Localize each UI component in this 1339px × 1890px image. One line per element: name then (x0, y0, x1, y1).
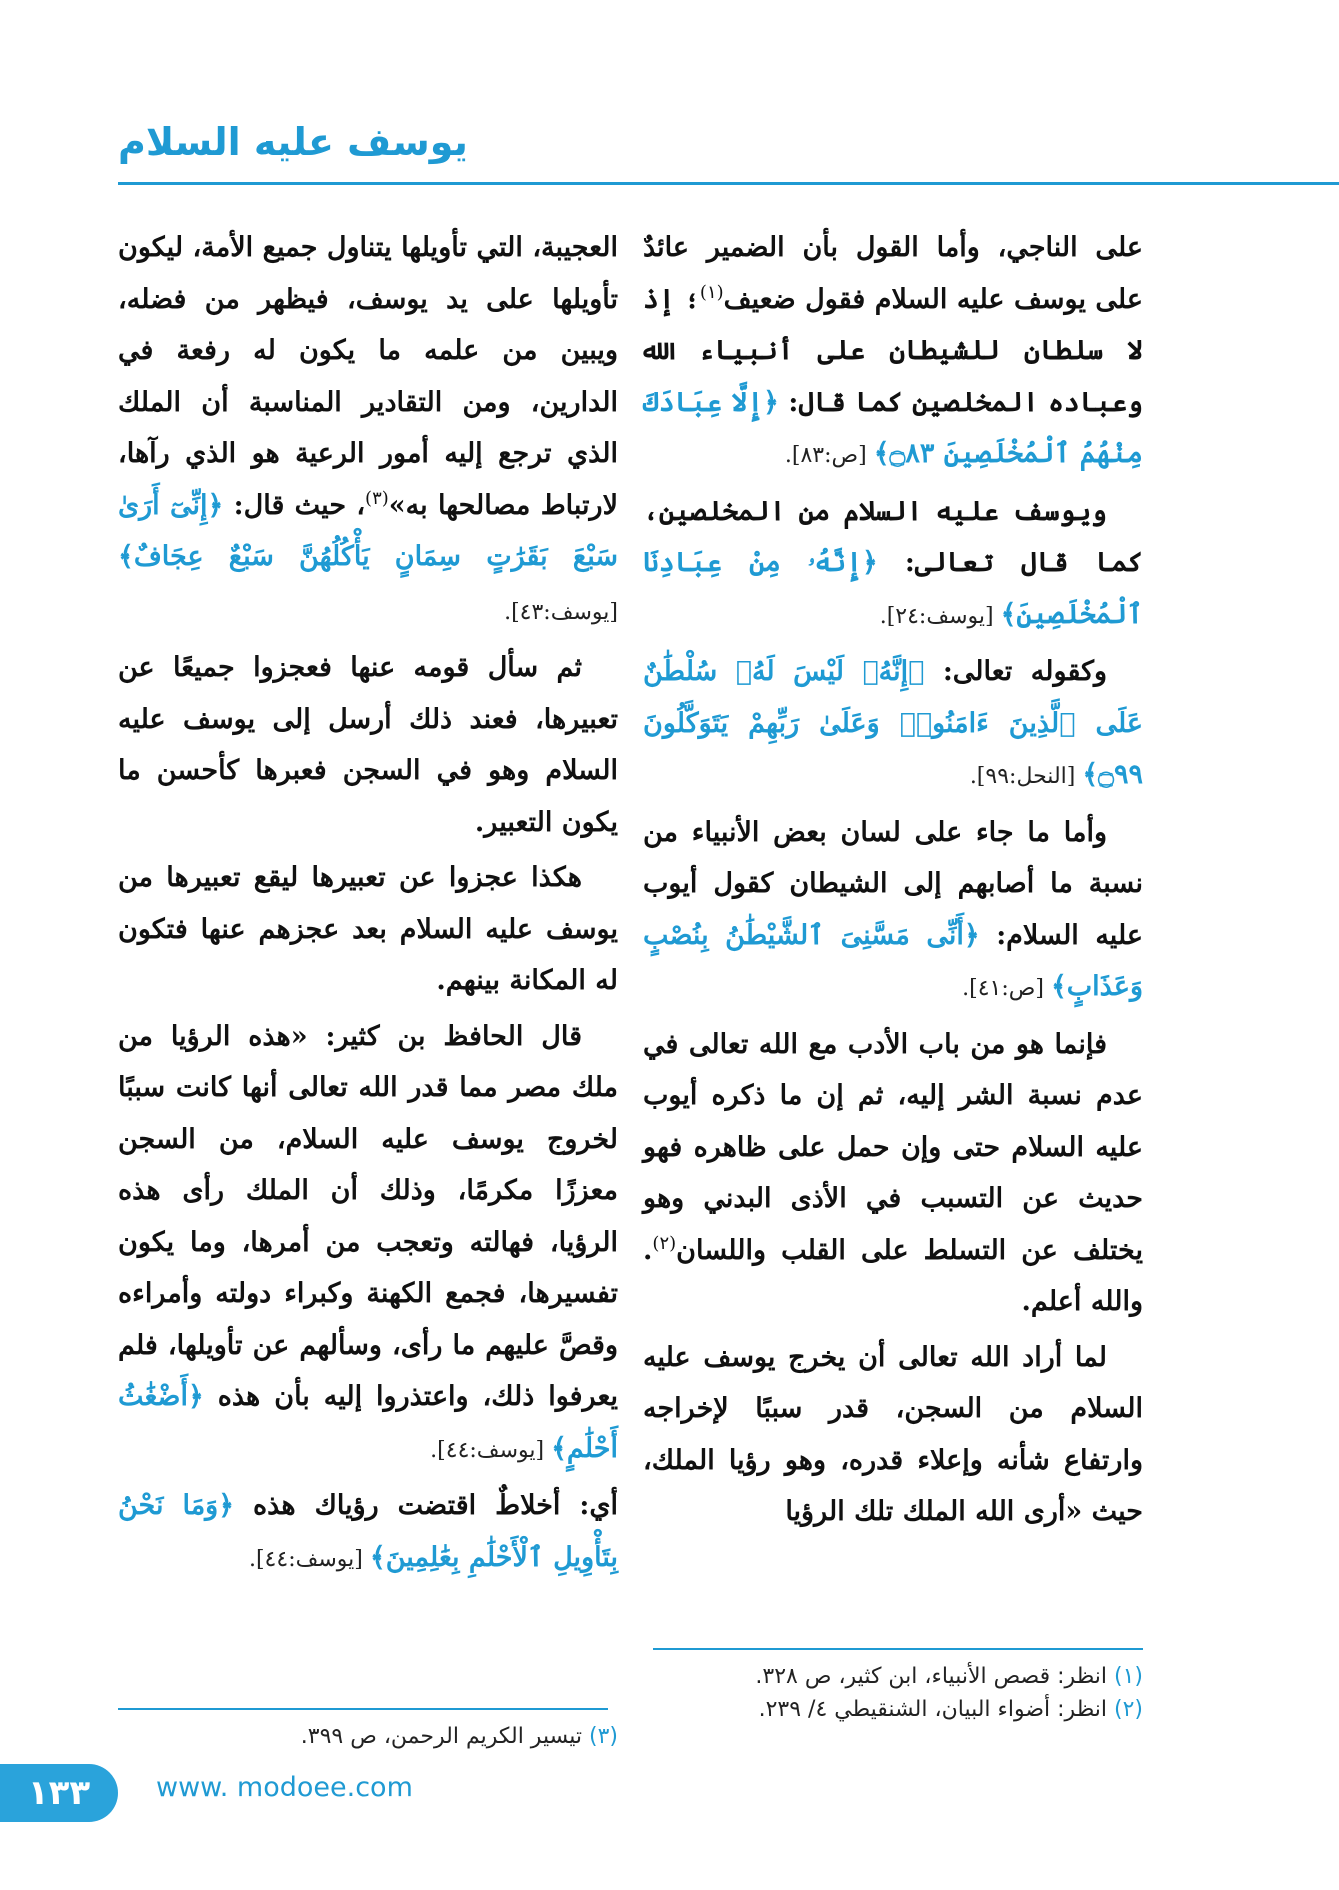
quran-verse: ﴿إِنَّهُۥ مِنْ عِبَادِنَا ٱلْمُخْلَصِينَ﴾ (643, 547, 1143, 630)
page-header-title: يوسف عليه السلام (118, 120, 468, 164)
paragraph: على الناجي، وأما القول بأن الضمير عائدٌ على يوسف عليه السلام فقول ضعيف$^{(١)}$؛ إذ لا سلطان للشيطان على أنبياء الله وعباده المخلصين كما قال: ﴿إِلَّا عِبَادَكَ مِنْهُمُ ٱلْمُخْلَصِينَ ۝٨٣﴾ [ص:٨٣]. (643, 232, 1143, 469)
footnotes-right (643, 1660, 1143, 1726)
footnotes-left (118, 1720, 618, 1753)
paragraph: قال الحافظ بن كثير: «هذه الرؤيا من ملك مصر مما قدر الله تعالى أنها كانت سببًا لخروج يوسف عليه السلام، من السجن معززًا مكرمًا، وذلك أن الملك رأى هذه الرؤيا، فهالته وتعجب من أمرها، وما يكون تفسيرها، فجمع الكهنة وكبراء دولته وأمراءه وقصَّ عليهم ما رأى، وسألهم عن تأويلها، فلم يعرفوا ذلك، واعتذروا إليه بأن هذه ﴿أَضْغَٰثُ أَحْلَٰمٍ﴾ [يوسف:٤٤]. (118, 1020, 618, 1464)
verse-reference: [يوسف:٤٣]. (504, 599, 618, 625)
quran-verse: ﴿أَنِّى مَسَّنِىَ ٱلشَّيْطَٰنُ بِنُصْبٍ وَعَذَابٍ﴾ (643, 919, 1143, 1002)
page-number: ١٣٣ (0, 1764, 118, 1822)
website-link[interactable]: www. modoee.com (156, 1772, 413, 1803)
quran-verse: ﴿إِنِّىٓ أَرَىٰ سَبْعَ بَقَرَٰتٍ سِمَانٍ يَأْكُلُهُنَّ سَبْعٌ عِجَافٌ﴾ (118, 489, 618, 572)
paragraph: فإنما هو من باب الأدب مع الله تعالى في عدم نسبة الشر إليه، ثم إن ما ذكره أيوب عليه السلام حتى وإن حمل على ظاهره فهو حديث عن التسبب في الأذى البدني وهو يختلف عن التسلط على القلب واللسان$^{(٢)}$. والله أعلم. (643, 1028, 1143, 1317)
paragraph: لما أراد الله تعالى أن يخرج يوسف عليه السلام من السجن، قدر سببًا لإخراجه وارتفاع شأنه وإعلاء قدره، وهو رؤيا الملك، حيث «أرى الله الملك تلك الرؤيا (643, 1341, 1143, 1527)
quran-verse: ﴿إِلَّا عِبَادَكَ مِنْهُمُ ٱلْمُخْلَصِينَ ۝٨٣﴾ (643, 386, 1143, 469)
verse-reference: [يوسف:٤٤]. (248, 1546, 370, 1572)
verse-reference: [ص:٨٣]. (784, 443, 874, 468)
verse-reference: [ص:٤١]. (962, 976, 1051, 1001)
paragraph: ثم سأل قومه عنها فعجزوا جميعًا عن تعبيرها، فعند ذلك أرسل إلى يوسف عليه السلام وهو في السجن فعبرها كأحسن ما يكون التعبير. (118, 652, 618, 838)
header-divider (118, 182, 1339, 185)
verse-reference: [يوسف:٢٤]. (879, 603, 1001, 629)
footnote: (٢) انظر: أضواء البيان، الشنقيطي ٤/ ٢٣٩. (758, 1697, 1143, 1722)
paragraph: أي: أخلاطٌ اقتضت رؤياك هذه ﴿وَمَا نَحْنُ بِتَأْوِيلِ ٱلْأَحْلَٰمِ بِعَٰلِمِينَ﴾ [يوسف:٤٤]. (118, 1490, 618, 1573)
quran-verse: ﴿وَمَا نَحْنُ بِتَأْوِيلِ ٱلْأَحْلَٰمِ بِعَٰلِمِينَ﴾ (118, 1490, 618, 1573)
footnote-divider (118, 1708, 608, 1710)
footnote-marker[interactable]: (٢) (652, 1232, 677, 1254)
verse-reference: [يوسف:٤٤]. (430, 1437, 552, 1463)
quran-verse: ﴿إِنَّهُۥ لَيْسَ لَهُۥ سُلْطَٰنٌ عَلَى ٱلَّذِينَ ءَامَنُوا۟ وَعَلَىٰ رَبِّهِمْ يَتَوَكَّلُونَ ۝٩٩﴾ (643, 656, 1143, 790)
footnote: (١) انظر: قصص الأنبياء، ابن كثير، ص ٣٢٨. (755, 1664, 1143, 1689)
footnote: (٣) تيسير الكريم الرحمن، ص ٣٩٩. (300, 1724, 618, 1749)
verse-reference: [النحل:٩٩]. (969, 764, 1083, 789)
right-column (643, 222, 1143, 1542)
footnote-marker[interactable]: (٣) (365, 487, 389, 509)
footnote-marker[interactable]: (١) (699, 281, 724, 303)
paragraph: هكذا عجزوا عن تعبيرها ليقع تعبيرها من يوسف عليه السلام بعد عجزهم عنها فتكون له المكانة بينهم. (118, 862, 618, 996)
paragraph: وأما ما جاء على لسان بعض الأنبياء من نسبة ما أصابهم إلى الشيطان كقول أيوب عليه السلام: ﴿أَنِّى مَسَّنِىَ ٱلشَّيْطَٰنُ بِنُصْبٍ وَعَذَابٍ﴾ [ص:٤١]. (643, 816, 1143, 1002)
left-column (118, 222, 618, 1589)
quran-verse: ﴿أَضْغَٰثُ أَحْلَٰمٍ﴾ (118, 1381, 618, 1464)
paragraph: وكقوله تعالى: ﴿إِنَّهُۥ لَيْسَ لَهُۥ سُلْطَٰنٌ عَلَى ٱلَّذِينَ ءَامَنُوا۟ وَعَلَىٰ رَبِّهِمْ يَتَوَكَّلُونَ ۝٩٩﴾ [النحل:٩٩]. (643, 656, 1143, 790)
footnote-divider (653, 1648, 1143, 1650)
paragraph: ويوسف عليه السلام من المخلصين، كما قال تعالى: ﴿إِنَّهُۥ مِنْ عِبَادِنَا ٱلْمُخْلَصِينَ﴾ [يوسف:٢٤]. (643, 495, 1143, 630)
paragraph: العجيبة، التي تأويلها يتناول جميع الأمة، ليكون تأويلها على يد يوسف، فيظهر من فضله، ويبين من علمه ما يكون له رفعة في الدارين، ومن التقادير المناسبة أن الملك الذي ترجع إليه أمور الرعية هو الذي رآها، لارتباط مصالحها به»$^{(٣)}$، حيث قال: ﴿إِنِّىٓ أَرَىٰ سَبْعَ بَقَرَٰتٍ سِمَانٍ يَأْكُلُهُنَّ سَبْعٌ عِجَافٌ﴾ [يوسف:٤٣]. (118, 232, 618, 625)
